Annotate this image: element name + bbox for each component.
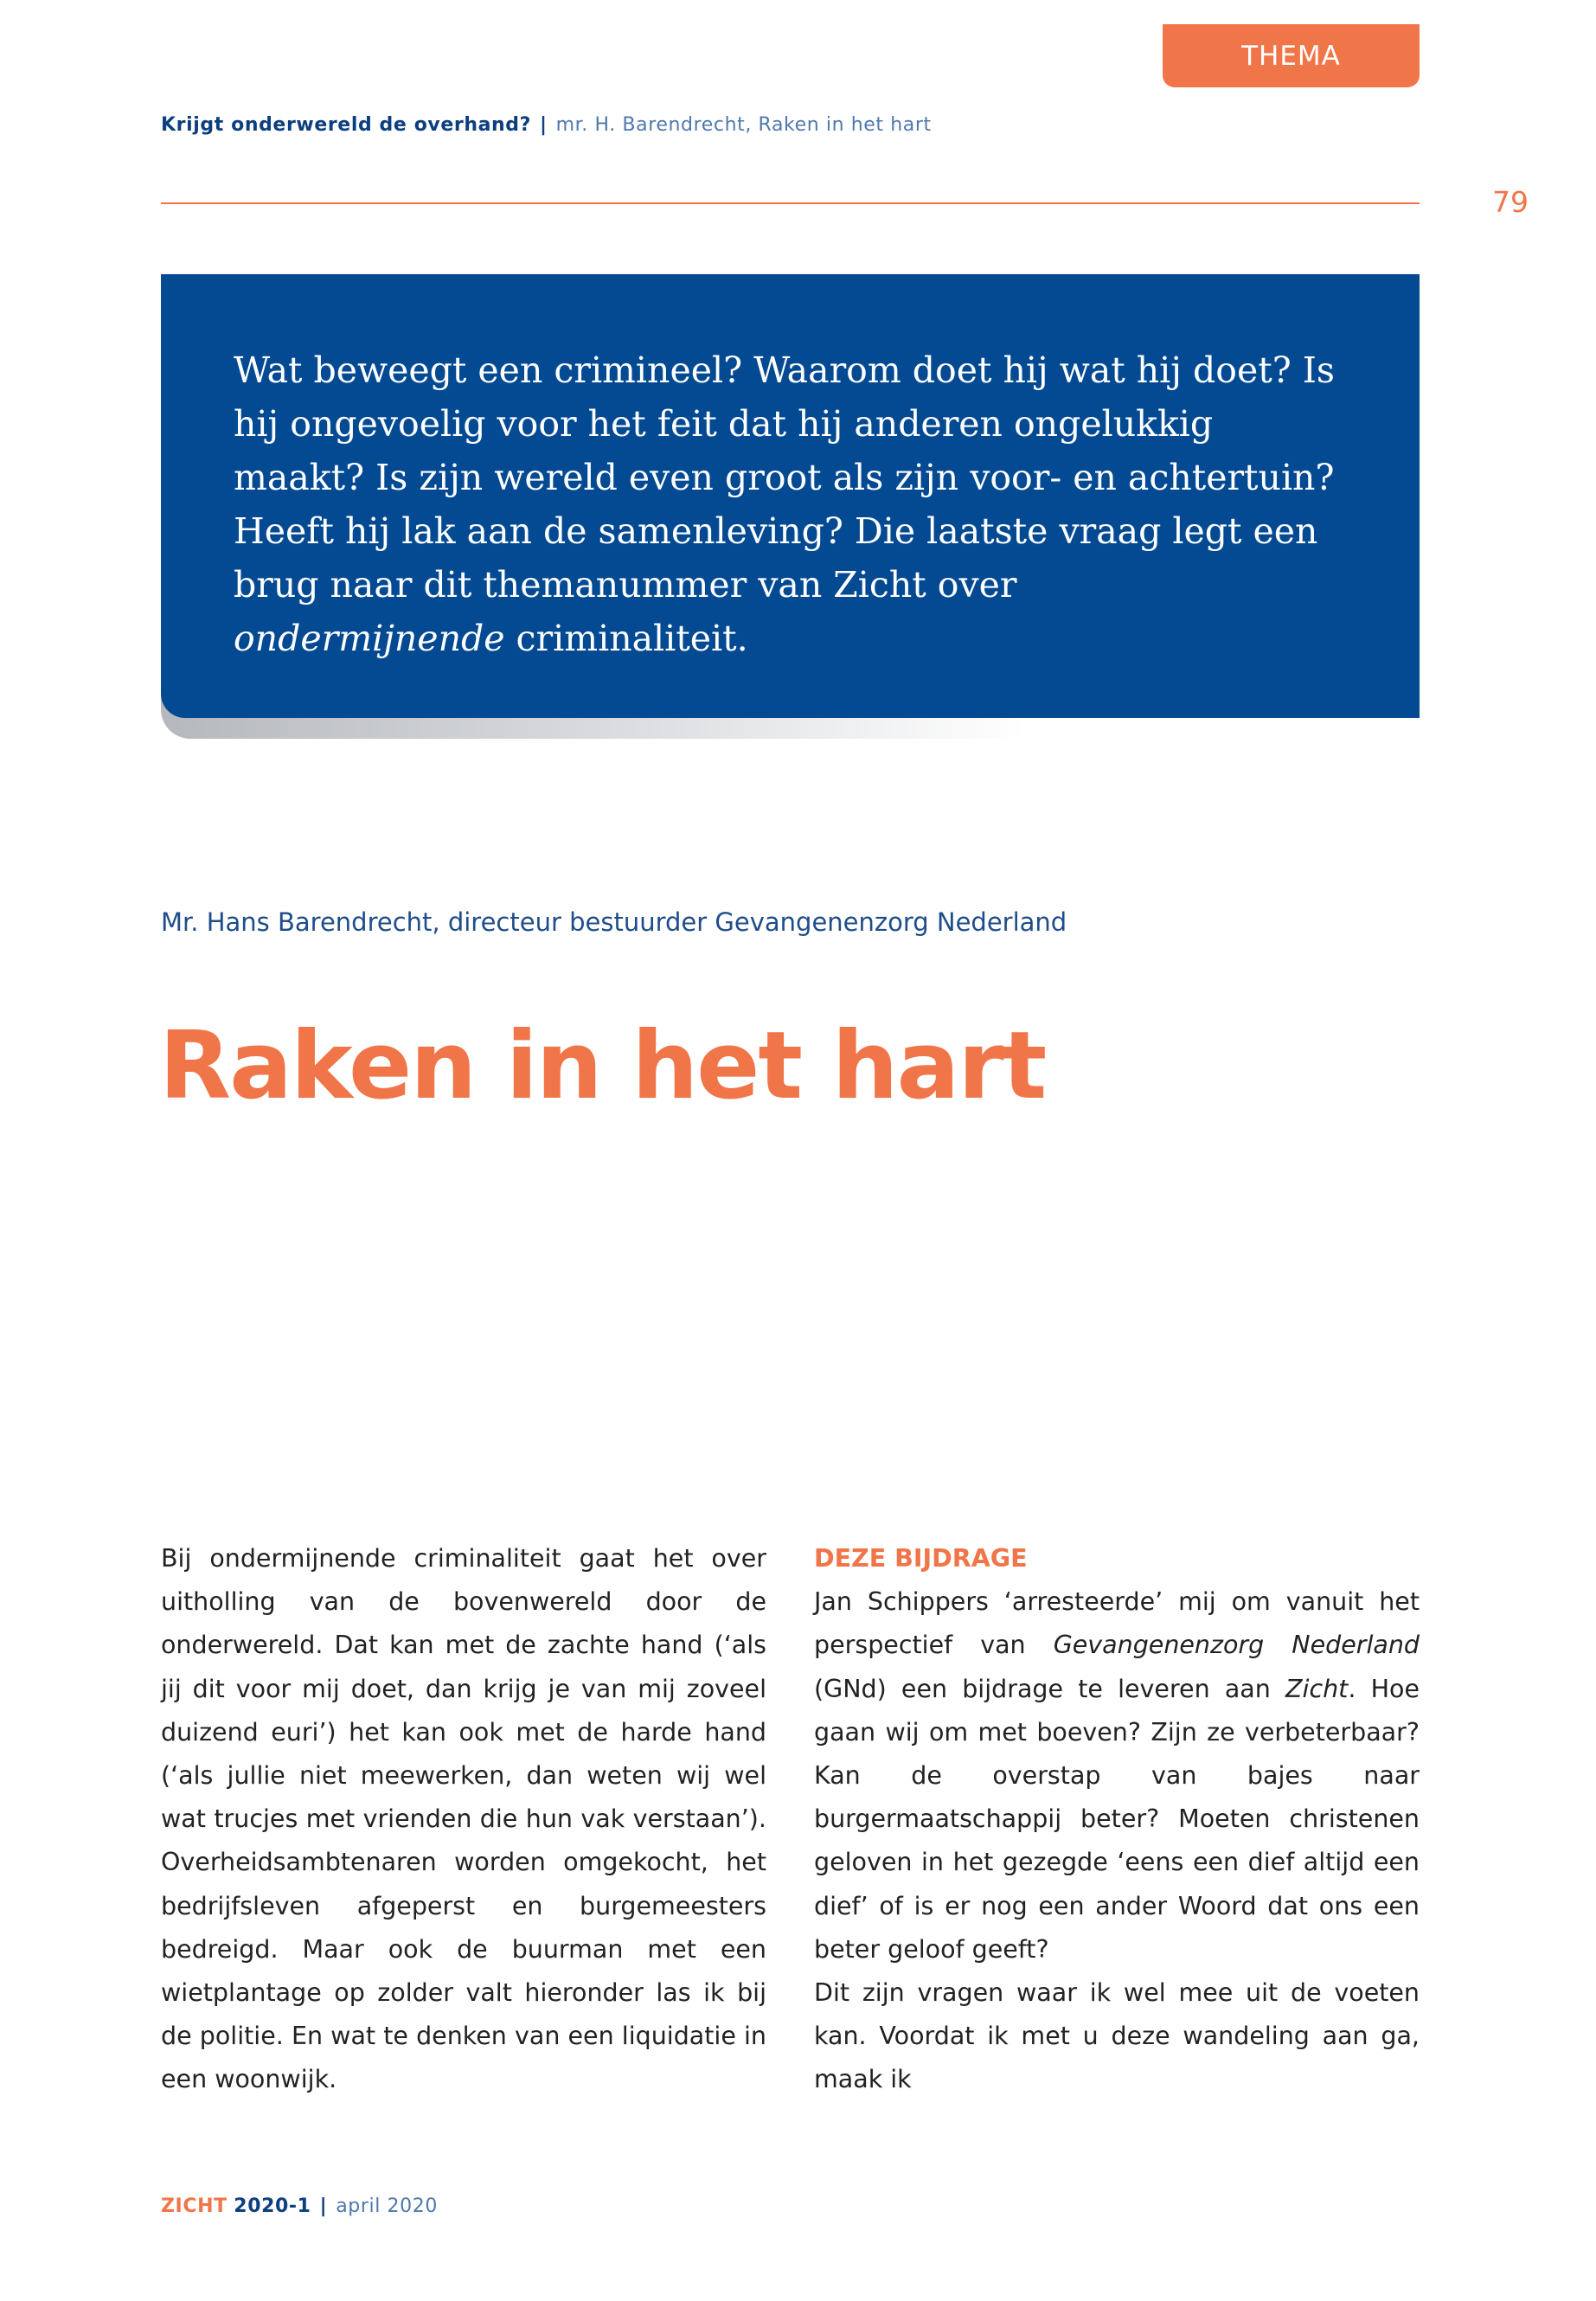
p1-text-c: . Hoe gaan wij om met boeven? Zijn ze verbeterbaar? Kan de overstap van bajes naar burgermaatschappij beter? Moeten christenen geloven in het gezegde ‘eens een dief altijd een dief’ of is er nog een ander Woord dat ons een beter geloof geeft? (814, 1674, 1420, 1964)
p1-text-a: Jan Schippers ‘arresteerde’ mij om vanuit het perspectief van (814, 1587, 1420, 1660)
body-paragraph: Dit zijn vragen waar ik wel mee uit de voeten kan. Voordat ik met u deze wandeling aan ga, maak ik (814, 1978, 1420, 2094)
footer-date: april 2020 (336, 2195, 438, 2217)
p1-text-b: (GNd) een bijdrage te leveren aan (814, 1674, 1271, 1703)
intro-box (161, 274, 1420, 718)
header-rule (161, 202, 1420, 204)
body-column-right (814, 1537, 1420, 2102)
footer-separator: | (319, 2195, 328, 2217)
running-subtitle: mr. H. Barendrecht, Raken in het hart (555, 114, 932, 136)
running-title: Krijgt onderwereld de overhand? (161, 114, 531, 136)
intro-text-italic: ondermijnende (234, 618, 505, 659)
thema-tab: THEMA (1163, 24, 1420, 87)
author-line: Mr. Hans Barendrecht, directeur bestuurder Gevangenenzorg Nederland (161, 907, 1067, 937)
section-heading: DEZE BIJDRAGE (814, 1544, 1028, 1573)
footer-issue: 2020-1 (234, 2195, 311, 2217)
footer (161, 2195, 438, 2217)
page-number: 79 (1492, 185, 1529, 219)
running-separator: | (540, 114, 548, 136)
running-header (161, 114, 932, 136)
footer-magazine: ZICHT (161, 2195, 228, 2217)
article-title: Raken in het hart (159, 1012, 1046, 1120)
p1-italic-magazine: Zicht (1285, 1674, 1349, 1703)
body-paragraph (814, 1580, 1420, 1971)
intro-text: Wat beweegt een crimineel? Waarom doet hij wat hij doet? Is hij ongevoelig voor het feit dat hij anderen ongelukkig maakt? Is zijn wereld even groot als zijn voor- en achtertuin? Heeft hij lak aan de samenleving? Die laatste vraag legt een brug naar dit themanummer van Zicht over (234, 349, 1335, 606)
body-column-left (161, 1537, 766, 2102)
p1-italic-organisation: Gevangenenzorg Nederland (1053, 1631, 1420, 1660)
intro-text-end: criminaliteit. (516, 618, 748, 659)
body-paragraph: Bij ondermijnende criminaliteit gaat het over uitholling van de bovenwereld door de onderwereld. Dat kan met de zachte hand (‘als jij dit voor mij doet, dan krijg je van mij zoveel duizend euri’) het kan ook met de harde hand (‘als jullie niet meewerken, dan weten wij wel wat trucjes met vrienden die hun vak verstaan’). Overheidsambtenaren worden omgekocht, het bedrijfsleven afgeperst en burgemeesters bedreigd. Maar ook de buurman met een wietplantage op zolder valt hieronder las ik bij de politie. En wat te denken van een liquidatie in een woonwijk. (161, 1544, 766, 2094)
